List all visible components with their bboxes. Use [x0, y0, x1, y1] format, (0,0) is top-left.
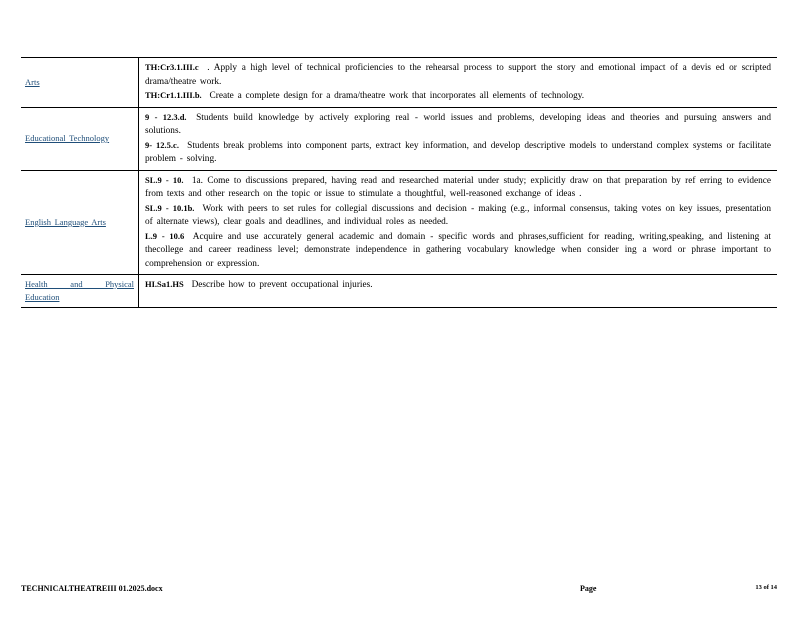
standard-text: Acquire and use accurately general academic and domain - specific words and phrases,sufficient for reading, writing,speaking, and listening at thecollege and career readiness level; demonstrate independence in gathering vocabulary knowledge when consider ing a word or phrase important to comprehension or expression. — [145, 231, 772, 269]
standard-text: 1a. Come to discussions prepared, having read and researched material under study; explicitly draw on that preparation by ref erring to evidence from texts and other research on the topic or issue to stimulate a thoughtful, well-reasoned exchange of ideas . — [145, 175, 771, 199]
standard-item — [145, 139, 771, 167]
subject-cell — [21, 170, 139, 275]
standard-code: TH:Cr3.1.III.c — [145, 62, 199, 72]
table-row — [21, 275, 777, 308]
page-footer — [21, 584, 777, 596]
standard-text: Create a complete design for a drama/theatre work that incorporates all elements of technology. — [209, 91, 585, 101]
subject-cell — [21, 275, 139, 308]
standards-cell — [139, 170, 778, 275]
subject-label: Educational Technology — [25, 133, 110, 143]
standards-cell — [139, 58, 778, 108]
standard-code: L.9 - 10.6 — [145, 230, 185, 241]
standard-item — [145, 89, 771, 104]
table-row — [21, 107, 777, 170]
standard-code: 9- 12.5.c. — [145, 139, 179, 150]
standard-item — [145, 278, 771, 293]
standard-item — [145, 202, 771, 230]
table-row — [21, 170, 777, 275]
standard-code: TH:Cr1.1.III.b. — [145, 90, 202, 100]
standards-cell — [139, 275, 778, 308]
subject-label: Health and Physical Education — [25, 279, 134, 302]
footer-filename: TECHNICALTHEATREIII 01.2025.docx — [21, 584, 163, 593]
footer-page-label: Page — [580, 584, 597, 593]
standard-text: . Apply a high level of technical proficiencies to the rehearsal process to support the story and emotional impact of a devis ed or scripted drama/theatre work. — [145, 63, 771, 87]
standard-code: SL.9 - 10.1b. — [145, 202, 195, 213]
standards-table — [21, 57, 777, 308]
standard-code: 9 - 12.3.d. — [145, 111, 187, 122]
standard-code: HI.Sa1.HS — [145, 279, 184, 289]
standard-item — [145, 174, 771, 202]
subject-cell — [21, 107, 139, 170]
standard-code: SL.9 - 10. — [145, 174, 184, 185]
table-row — [21, 58, 777, 108]
footer-page-number: 13 of 14 — [755, 584, 777, 591]
subject-label: English Language Arts — [25, 216, 106, 227]
standard-text: Work with peers to set rules for collegial discussions and decision - making (e.g., informal consensus, taking votes on key issues, presentation of alternate views), clear goals and deadlines, and individual roles as needed. — [145, 203, 771, 227]
standard-item — [145, 111, 771, 139]
standard-item — [145, 230, 771, 272]
standard-text: Students build knowledge by actively exploring real - world issues and problems, developing ideas and theories and pursuing answers and solutions. — [145, 112, 771, 136]
standards-cell — [139, 107, 778, 170]
subject-label: Arts — [25, 76, 40, 87]
standard-text: Describe how to prevent occupational injuries. — [191, 280, 373, 290]
standard-text: Students break problems into component parts, extract key information, and develop descriptive models to understand complex systems or facilitate problem - solving. — [145, 140, 771, 164]
subject-cell — [21, 58, 139, 108]
standard-item — [145, 61, 771, 89]
